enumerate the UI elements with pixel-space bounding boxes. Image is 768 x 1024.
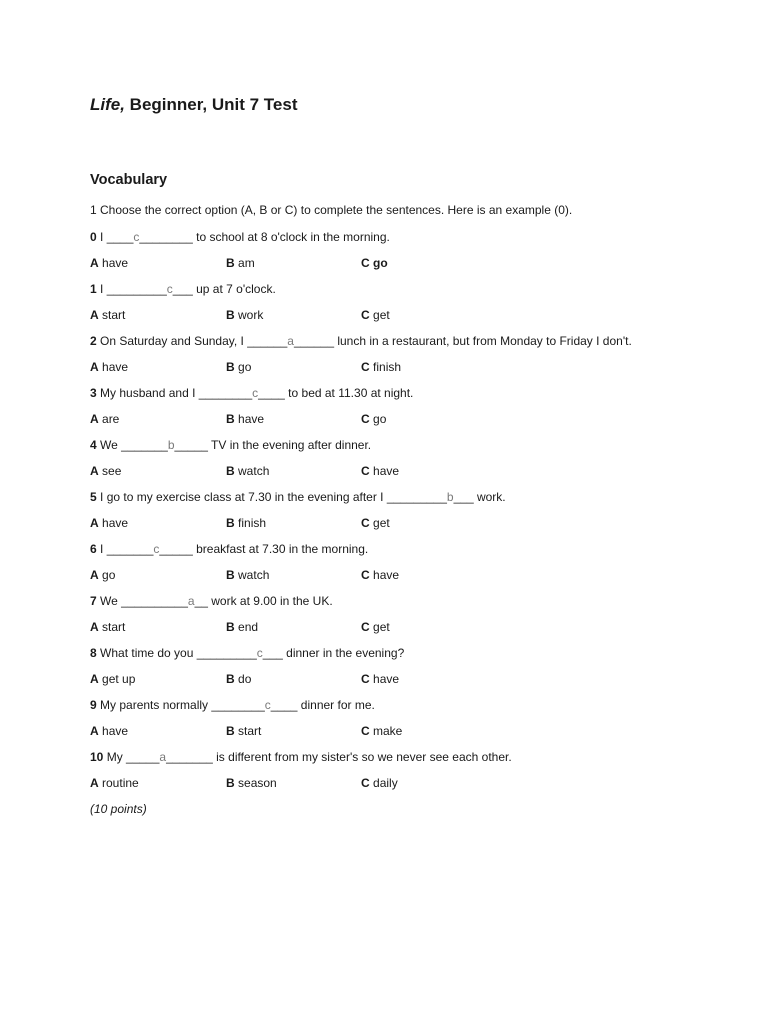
question-number: 10 (90, 750, 104, 764)
option-letter: A (90, 776, 99, 790)
option-text: watch (238, 568, 270, 582)
option-letter: B (226, 776, 235, 790)
option-letter: A (90, 308, 99, 322)
answer-key: b (167, 438, 175, 452)
option-text: work (238, 308, 264, 322)
options-row (90, 567, 730, 583)
option-text: are (102, 412, 120, 426)
answer-key: c (264, 698, 271, 712)
option-letter: B (226, 516, 235, 530)
answer-key: c (153, 542, 160, 556)
question-sentence (90, 333, 632, 349)
option-letter: B (226, 724, 235, 738)
sentence-end: _____ breakfast at 7.30 in the morning. (159, 542, 369, 556)
question-sentence (90, 281, 276, 297)
sentence-start: My parents normally ________ (96, 698, 265, 712)
question-item (90, 593, 730, 645)
sentence-end: ____ dinner for me. (270, 698, 375, 712)
option-text: go (238, 360, 252, 374)
option-text: season (238, 776, 277, 790)
options-row (90, 619, 730, 635)
option-text: start (238, 724, 262, 738)
option-letter: B (226, 360, 235, 374)
points-note: (10 points) (90, 802, 147, 816)
answer-key: a (159, 750, 167, 764)
option-b (226, 775, 277, 791)
sentence-start: What time do you _________ (96, 646, 257, 660)
question-sentence (90, 749, 512, 765)
option-a (90, 619, 125, 635)
option-text: finish (373, 360, 402, 374)
option-text: get (373, 308, 390, 322)
option-c (361, 567, 399, 583)
sentence-start: My _____ (103, 750, 160, 764)
sentence-end: ___ dinner in the evening? (262, 646, 405, 660)
option-letter: C (361, 516, 370, 530)
option-a (90, 567, 115, 583)
question-item (90, 333, 730, 385)
question-sentence (90, 645, 404, 661)
option-text: go (102, 568, 116, 582)
option-text: am (238, 256, 255, 270)
option-b (226, 411, 264, 427)
option-letter: C (361, 308, 370, 322)
option-a (90, 411, 119, 427)
option-c (361, 515, 390, 531)
option-letter: A (90, 620, 99, 634)
question-number: 2 (90, 334, 97, 348)
option-letter: C (361, 724, 370, 738)
question-item (90, 749, 730, 801)
option-letter: A (90, 412, 99, 426)
option-text: see (102, 464, 122, 478)
option-letter: B (226, 308, 235, 322)
answer-key: b (446, 490, 454, 504)
sentence-start: I _______ (96, 542, 154, 556)
option-text: start (102, 620, 126, 634)
question-number: 9 (90, 698, 97, 712)
answer-key: a (187, 594, 195, 608)
option-letter: B (226, 620, 235, 634)
option-letter: A (90, 360, 99, 374)
option-b (226, 255, 255, 271)
option-b (226, 359, 251, 375)
option-text: have (102, 360, 129, 374)
title-rest: Beginner, Unit 7 Test (124, 95, 298, 114)
question-item (90, 489, 730, 541)
question-item (90, 229, 730, 281)
options-row (90, 671, 730, 687)
sentence-start: My husband and I ________ (96, 386, 253, 400)
options-row (90, 411, 730, 427)
question-list (90, 229, 730, 801)
question-item (90, 541, 730, 593)
option-b (226, 307, 263, 323)
option-letter: C (361, 412, 370, 426)
title-book-name: Life, (90, 95, 125, 114)
question-item (90, 697, 730, 749)
option-text: have (373, 672, 400, 686)
option-c (361, 619, 390, 635)
option-a (90, 671, 135, 687)
sentence-start: I _________ (96, 282, 167, 296)
question-number: 3 (90, 386, 97, 400)
question-sentence (90, 437, 371, 453)
question-number: 8 (90, 646, 97, 660)
option-letter: A (90, 256, 99, 270)
question-number: 0 (90, 230, 97, 244)
question-number: 1 (90, 282, 97, 296)
option-a (90, 307, 125, 323)
option-letter: C (361, 464, 370, 478)
option-text: daily (373, 776, 398, 790)
option-b (226, 723, 261, 739)
option-letter: B (226, 464, 235, 478)
options-row (90, 463, 730, 479)
options-row (90, 307, 730, 323)
sentence-start: I go to my exercise class at 7.30 in the evening after I _________ (96, 490, 447, 504)
option-letter: B (226, 568, 235, 582)
option-text: have (102, 516, 129, 530)
sentence-end: ________ to school at 8 o'clock in the morning. (139, 230, 390, 244)
option-text: get (373, 620, 390, 634)
question-number: 7 (90, 594, 97, 608)
option-c (361, 723, 402, 739)
option-b (226, 515, 266, 531)
options-row (90, 359, 730, 375)
options-row (90, 515, 730, 531)
answer-key: c (256, 646, 263, 660)
option-text: go (373, 256, 388, 270)
sentence-end: ______ lunch in a restaurant, but from Monday to Friday I don't. (293, 334, 632, 348)
question-sentence (90, 593, 333, 609)
option-text: have (373, 464, 400, 478)
option-a (90, 255, 128, 271)
option-letter: C (361, 672, 370, 686)
option-letter: C (361, 776, 370, 790)
sentence-end: _______ is different from my sister's so we never see each other. (166, 750, 512, 764)
option-text: watch (238, 464, 270, 478)
option-letter: C (361, 360, 370, 374)
option-text: get up (102, 672, 136, 686)
option-c (361, 411, 386, 427)
option-a (90, 359, 128, 375)
option-a (90, 723, 128, 739)
question-sentence (90, 541, 368, 557)
question-item (90, 645, 730, 697)
question-sentence (90, 229, 390, 245)
option-letter: A (90, 568, 99, 582)
question-number: 6 (90, 542, 97, 556)
sentence-start: We _______ (96, 438, 168, 452)
question-item (90, 437, 730, 489)
options-row (90, 723, 730, 739)
option-text: do (238, 672, 252, 686)
option-text: go (373, 412, 387, 426)
option-c (361, 359, 401, 375)
option-text: make (373, 724, 403, 738)
option-text: have (238, 412, 265, 426)
answer-key: a (287, 334, 294, 348)
option-b (226, 671, 251, 687)
option-text: start (102, 308, 126, 322)
option-letter: A (90, 672, 99, 686)
option-c (361, 307, 390, 323)
option-b (226, 463, 269, 479)
instruction-text: 1 Choose the correct option (A, B or C) to complete the sentences. Here is an example (0). (90, 203, 573, 217)
question-number: 5 (90, 490, 97, 504)
option-a (90, 775, 139, 791)
sentence-start: On Saturday and Sunday, I ______ (96, 334, 288, 348)
option-letter: C (361, 256, 370, 270)
option-text: have (373, 568, 400, 582)
option-a (90, 463, 121, 479)
answer-key: c (133, 230, 140, 244)
question-sentence (90, 697, 375, 713)
question-number: 4 (90, 438, 97, 452)
option-text: have (102, 724, 129, 738)
option-letter: C (361, 620, 370, 634)
options-row (90, 255, 730, 271)
section-heading: Vocabulary (90, 172, 168, 188)
option-letter: B (226, 672, 235, 686)
document-title (90, 95, 298, 115)
option-c (361, 775, 398, 791)
sentence-end: ___ up at 7 o'clock. (172, 282, 276, 296)
option-text: get (373, 516, 390, 530)
option-a (90, 515, 128, 531)
options-row (90, 775, 730, 791)
option-letter: C (361, 568, 370, 582)
sentence-end: __ work at 9.00 in the UK. (194, 594, 333, 608)
answer-key: c (166, 282, 173, 296)
option-c (361, 255, 388, 271)
sentence-end: ___ work. (453, 490, 506, 504)
option-letter: B (226, 256, 235, 270)
answer-key: c (252, 386, 259, 400)
sentence-end: _____ TV in the evening after dinner. (174, 438, 372, 452)
question-item (90, 281, 730, 333)
sentence-end: ____ to bed at 11.30 at night. (258, 386, 414, 400)
option-b (226, 619, 258, 635)
option-c (361, 671, 399, 687)
question-sentence (90, 385, 413, 401)
option-letter: A (90, 516, 99, 530)
option-letter: B (226, 412, 235, 426)
sentence-start: We __________ (96, 594, 188, 608)
option-text: routine (102, 776, 139, 790)
option-b (226, 567, 269, 583)
option-text: have (102, 256, 129, 270)
question-sentence (90, 489, 506, 505)
option-text: finish (238, 516, 267, 530)
option-letter: A (90, 724, 99, 738)
question-item (90, 385, 730, 437)
option-text: end (238, 620, 259, 634)
sentence-start: I ____ (96, 230, 134, 244)
option-letter: A (90, 464, 99, 478)
option-c (361, 463, 399, 479)
